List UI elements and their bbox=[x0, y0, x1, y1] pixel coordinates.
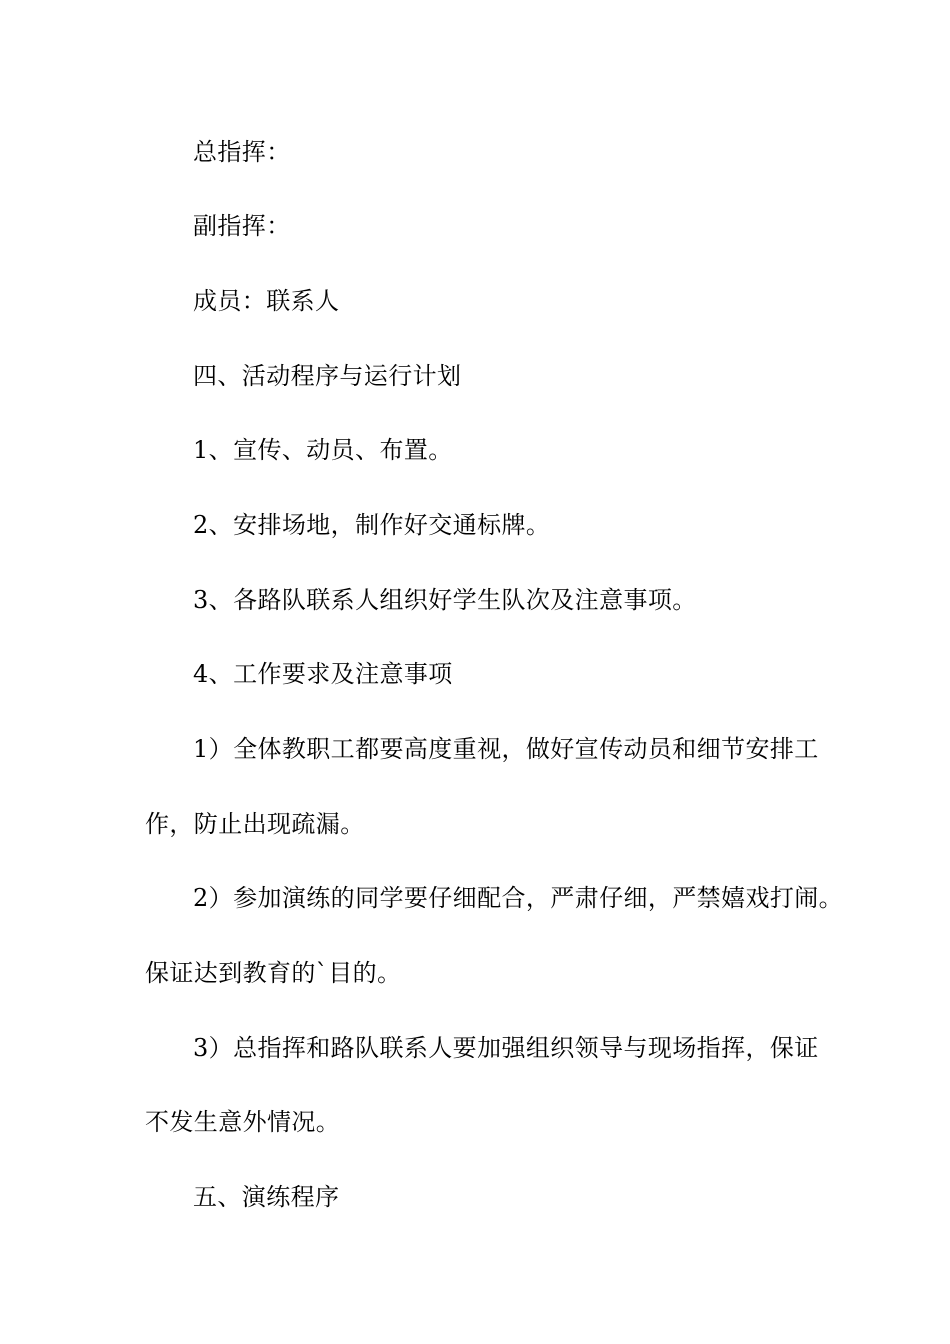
text-line-req-3-end: 不发生意外情况。 bbox=[145, 1108, 341, 1136]
text-line-item-1: 1、宣传、动员、布置。 bbox=[193, 436, 453, 464]
section-heading-four: 四、活动程序与运行计划 bbox=[193, 362, 462, 390]
text-line-item-3: 3、各路队联系人组织好学生队次及注意事项。 bbox=[193, 586, 697, 614]
section-heading-five: 五、演练程序 bbox=[193, 1183, 340, 1211]
text-line-item-4: 4、工作要求及注意事项 bbox=[193, 660, 453, 688]
text-line-req-1-end: 作，防止出现疏漏。 bbox=[145, 810, 365, 838]
text-line-req-2-end: 保证达到教育的`目的。 bbox=[145, 959, 402, 987]
text-line-item-2: 2、安排场地，制作好交通标牌。 bbox=[193, 511, 551, 539]
text-line-req-1-start: 1）全体教职工都要高度重视，做好宣传动员和细节安排工 bbox=[193, 735, 819, 763]
text-line-req-2-start: 2）参加演练的同学要仔细配合，严肃仔细，严禁嬉戏打闹。 bbox=[193, 884, 844, 912]
text-line-deputy-commander: 副指挥： bbox=[193, 212, 291, 240]
text-line-commander: 总指挥： bbox=[193, 138, 291, 166]
text-line-members: 成员：联系人 bbox=[193, 287, 340, 315]
text-line-req-3-start: 3）总指挥和路队联系人要加强组织领导与现场指挥，保证 bbox=[193, 1034, 819, 1062]
